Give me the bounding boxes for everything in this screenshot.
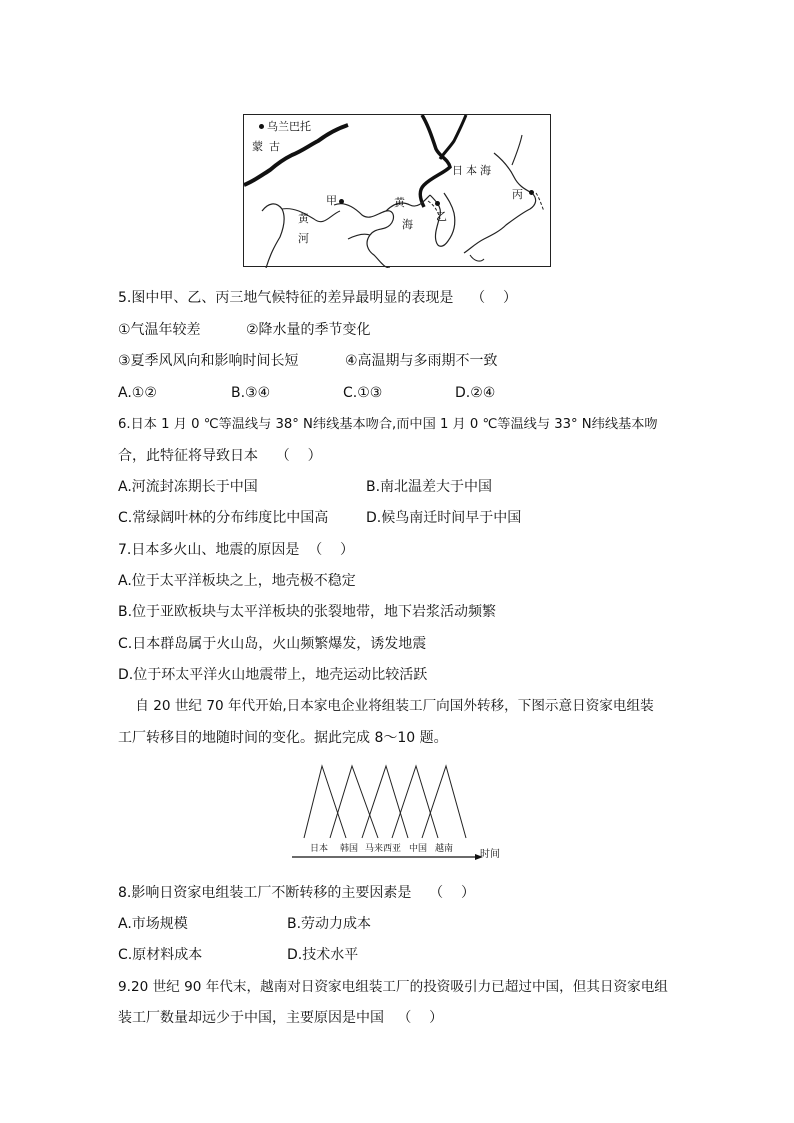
q5-option-b: B.③④ [231, 385, 271, 401]
q6-stem-line1: 6.日本 1 月 0 ℃等温线与 38° N纬线基本吻合,而中国 1 月 0 ℃等温线与 33° N纬线基本吻 [118, 417, 658, 432]
yellow-sea-char2: 海 [402, 218, 413, 231]
q8-stem: 8.影响日资家电组装工厂不断转移的主要因素是 （ ） [118, 885, 475, 901]
country-label-vietnam: 越南 [435, 844, 454, 854]
yi-dot [435, 201, 440, 206]
q5-item3: ③夏季风风向和影响时间长短 [118, 353, 299, 369]
q7-option-a: A.位于太平洋板块之上，地壳极不稳定 [118, 573, 356, 589]
yellow-sea-char1: 黄 [394, 196, 405, 209]
country-label-japan: 日本 [310, 844, 329, 854]
q5-option-a: A.①② [118, 385, 157, 401]
q5-stem: 5.图中甲、乙、丙三地气候特征的差异最明显的表现是 （ ） [118, 290, 517, 306]
mongolia-label: 蒙古 [252, 140, 286, 153]
intro-line2: 工厂转移目的地随时间的变化。据此完成 8～10 题。 [118, 730, 448, 746]
map-drawing [244, 115, 552, 268]
factory-transfer-diagram [290, 760, 510, 870]
q6-option-c: C.常绿阔叶林的分布纬度比中国高 [118, 510, 329, 526]
intro-line1: 自 20 世纪 70 年代开始,日本家电企业将组装工厂向国外转移，下图示意日资家电组装 [118, 698, 654, 714]
q7-option-b: B.位于亚欧板块与太平洋板块的张裂地带，地下岩浆活动频繁 [118, 604, 497, 620]
sea-of-japan-char1: 日 [452, 164, 463, 177]
sea-of-japan-char3: 海 [480, 164, 491, 177]
country-label-china: 中国 [409, 844, 428, 854]
q8-option-a: A.市场规模 [118, 916, 188, 932]
q7-option-c: C.日本群岛属于火山岛，火山频繁爆发，诱发地震 [118, 636, 427, 652]
axis-label-time: 时间 [480, 849, 500, 860]
q5-option-d: D.②④ [455, 385, 496, 401]
q7-option-d: D.位于环太平洋火山地震带上，地壳运动比较活跃 [118, 667, 428, 683]
q8-option-d: D.技术水平 [287, 947, 359, 963]
country-label-malaysia: 马来西亚 [365, 844, 402, 854]
q8-option-b: B.劳动力成本 [287, 916, 372, 932]
bing-dot [529, 190, 534, 195]
q6-option-a: A.河流封冻期长于中国 [118, 479, 258, 495]
ulaanbaatar-dot [259, 124, 264, 129]
q6-stem-line2: 合，此特征将导致日本 （ ） [118, 448, 322, 464]
yi-label: 乙 [436, 210, 447, 223]
q5-item4: ④高温期与多雨期不一致 [345, 353, 498, 369]
yellow-river-char2: 河 [298, 232, 309, 245]
q6-option-d: D.候鸟南迁时间早于中国 [366, 510, 522, 526]
q5-item2: ②降水量的季节变化 [246, 322, 371, 338]
country-label-korea: 韩国 [340, 844, 359, 854]
jia-dot [339, 199, 344, 204]
q7-stem: 7.日本多火山、地震的原因是 （ ） [118, 542, 355, 558]
q5-option-c: C.①③ [343, 385, 383, 401]
q9-stem-line2: 装工厂数量却远少于中国，主要原因是中国 （ ） [118, 1010, 444, 1026]
ulaanbaatar-label: 乌兰巴托 [267, 120, 311, 133]
q9-stem-line1: 9.20 世纪 90 年代末，越南对日资家电组装工厂的投资吸引力已超过中国，但其日资家电组 [118, 979, 668, 995]
bing-label: 丙 [512, 188, 523, 201]
q6-option-b: B.南北温差大于中国 [366, 479, 493, 495]
sea-of-japan-char2: 本 [466, 164, 477, 177]
yellow-river-char1: 黄 [298, 212, 309, 225]
east-asia-map [243, 114, 551, 267]
jia-label: 甲 [326, 194, 337, 207]
q5-item1: ①气温年较差 [118, 322, 201, 338]
q8-option-c: C.原材料成本 [118, 947, 203, 963]
